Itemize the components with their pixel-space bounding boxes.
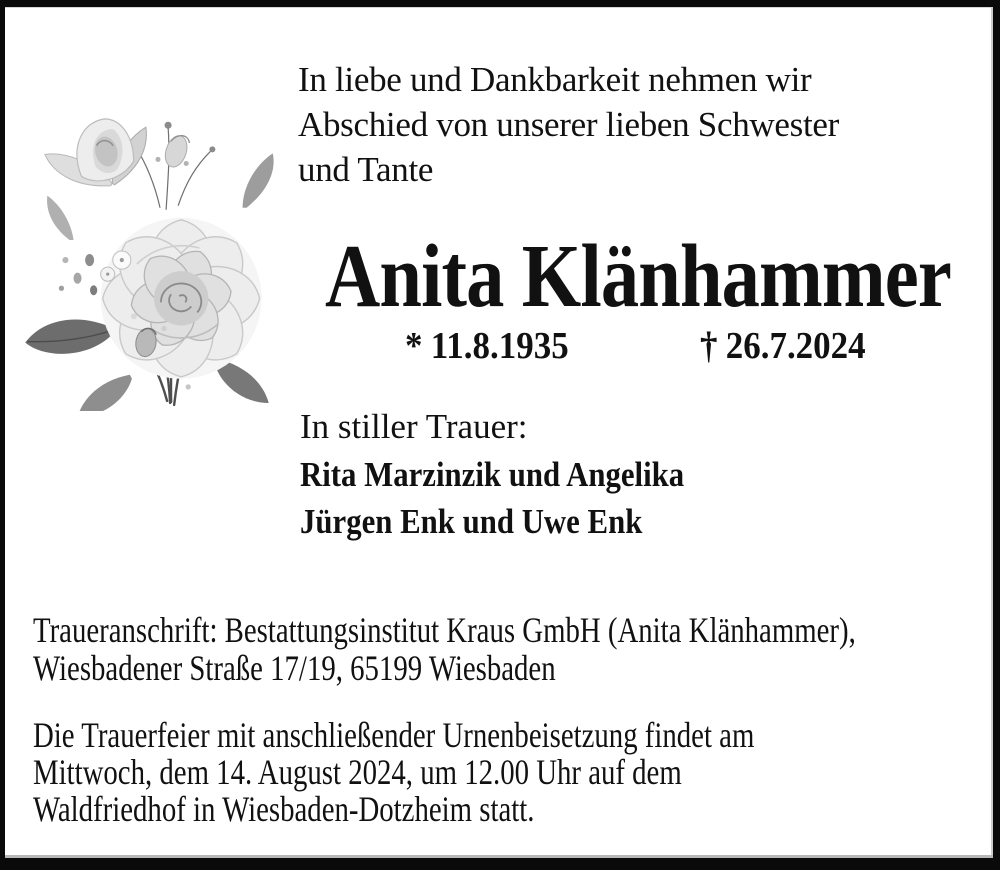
rose-bouquet-illustration (17, 89, 289, 411)
dot (131, 313, 137, 319)
ceremony-line: Die Trauerfeier mit anschließender Urnenbeisetzung findet am (33, 715, 755, 755)
birth-date (405, 327, 583, 365)
death-cross-symbol: † (700, 325, 718, 367)
ceremony-info (33, 717, 935, 828)
intro-line: Abschied von unserer lieben Schwester (298, 105, 839, 144)
intro-line: und Tante (298, 150, 434, 189)
birth-date-text: 11.8.1935 (430, 325, 569, 367)
address-line: Wiesbadener Straße 17/19, 65199 Wiesbaden (33, 648, 556, 688)
mourners-list (300, 451, 737, 545)
intro-line: In liebe und Dankbarkeit nehmen wir (298, 60, 812, 99)
birth-symbol: * (405, 325, 423, 367)
notice-paper (5, 7, 993, 858)
dot (186, 384, 191, 389)
address-line: Traueranschrift: Bestattungsinstitut Kraus GmbH (Anita Klänhammer), (33, 610, 856, 650)
intro-text (298, 57, 839, 192)
death-date-text: 26.7.2024 (725, 325, 866, 367)
rosebud (40, 109, 158, 199)
mourner-line: Jürgen Enk und Uwe Enk (300, 502, 643, 541)
deceased-name (325, 227, 1000, 326)
mourner-line: Rita Marzinzik und Angelika (300, 455, 685, 494)
death-date (700, 327, 880, 365)
condolence-address (33, 611, 1000, 687)
deceased-name-text: Anita Klänhammer (325, 227, 952, 326)
mourning-label: In stiller Trauer: (300, 407, 528, 446)
ceremony-line: Mittwoch, dem 14. August 2024, um 12.00 Uhr auf dem (33, 752, 682, 792)
open-rose (101, 218, 262, 379)
dot (161, 326, 166, 331)
ceremony-line: Waldfriedhof in Wiesbaden-Dotzheim statt. (33, 789, 535, 829)
